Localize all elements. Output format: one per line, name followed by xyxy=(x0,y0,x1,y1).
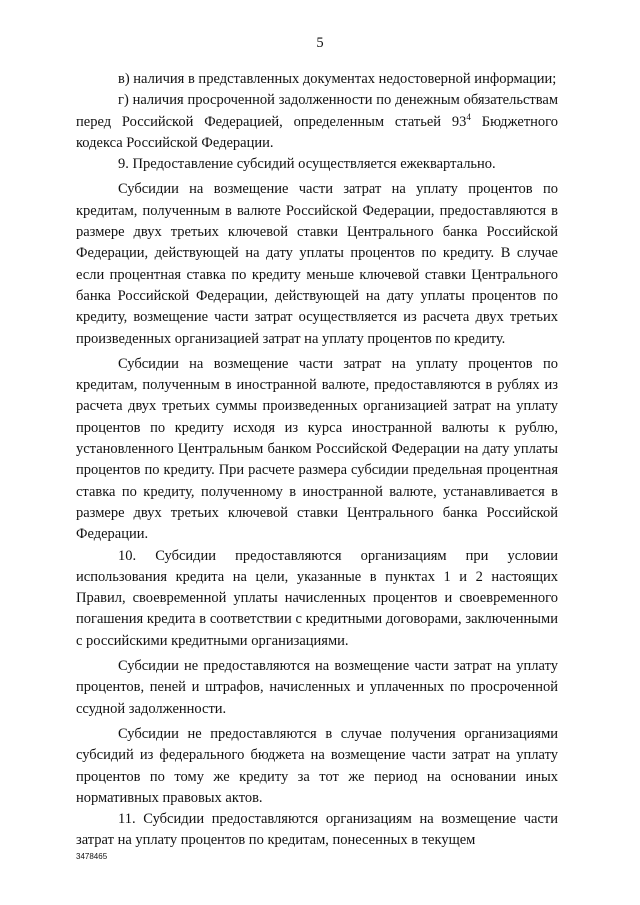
paragraph-no-duplicate: Субсидии не предоставляются в случае получения организациями субсидий из федерального бюджета на возмещение части затрат на уплату процентов по тому же кредиту за тот же период на основании иных нормативных правовых актов. xyxy=(76,725,558,806)
paragraph-11: 11. Субсидии предоставляются организациям на возмещение части затрат на уплату процентов по кредитам, понесенных в текущем xyxy=(76,811,558,849)
document-code: 3478465 xyxy=(76,852,108,861)
paragraph-item-g xyxy=(76,90,558,154)
paragraph-subsidy-foreign: Субсидии на возмещение части затрат на уплату процентов по кредитам, полученным в иностранной валюте, предоставляются в рублях из расчета двух третьих суммы произведенных организацией затрат на уплату процентов по кредиту исходя из курса иностранной валюты к рублю, установленного Центральным банком Российской Федерации на дату уплаты процентов по кредиту. При расчете размера субсидии предельная процентная ставка по кредиту, полученному в иностранной валюте, устанавливается в размере двух третьих ключевой ставки Центрального банка Российской Федерации. xyxy=(76,355,558,543)
article-superscript: 4 xyxy=(466,111,471,122)
document-body xyxy=(76,69,558,852)
paragraph-item-g-tail: Бюджетного кодекса Российской Федерации. xyxy=(76,113,559,151)
paragraph-item-v: в) наличия в представленных документах недостоверной информации; xyxy=(118,71,557,87)
paragraph-subsidy-rub: Субсидии на возмещение части затрат на уплату процентов по кредитам, полученным в валюте Российской Федерации, предоставляются в размере двух третьих ключевой ставки Центрального банка Российской Федерации, действующей на дату уплаты процентов по кредиту. В случае если процентная ставка по кредиту меньше ключевой ставки Центрального банка Российской Федерации, действующей на дату уплаты процентов по кредиту, возмещение части затрат осуществляется из расчета двух третьих произведенных организацией затрат на уплату процентов по кредиту. xyxy=(76,181,558,347)
paragraph-10: 10. Субсидии предоставляются организациям при условии использования кредита на цели, указанные в пунктах 1 и 2 настоящих Правил, своевременной уплаты начисленных процентов и своевременного погашения кредита в соответствии с кредитными договорами, заключенными с российскими кредитными организациями. xyxy=(76,547,558,649)
paragraph-9: 9. Предоставление субсидий осуществляется ежеквартально. xyxy=(118,156,496,173)
page-number: 5 xyxy=(316,35,324,51)
paragraph-item-g-text: г) наличия просроченной задолженности по денежным обязательствам перед Российской Федерацией, определенным статьей 93 xyxy=(76,92,558,130)
paragraph-no-penalties: Субсидии не предоставляются на возмещение части затрат на уплату процентов, пеней и штрафов, начисленных и уплаченных по просроченной ссудной задолженности. xyxy=(76,658,558,717)
